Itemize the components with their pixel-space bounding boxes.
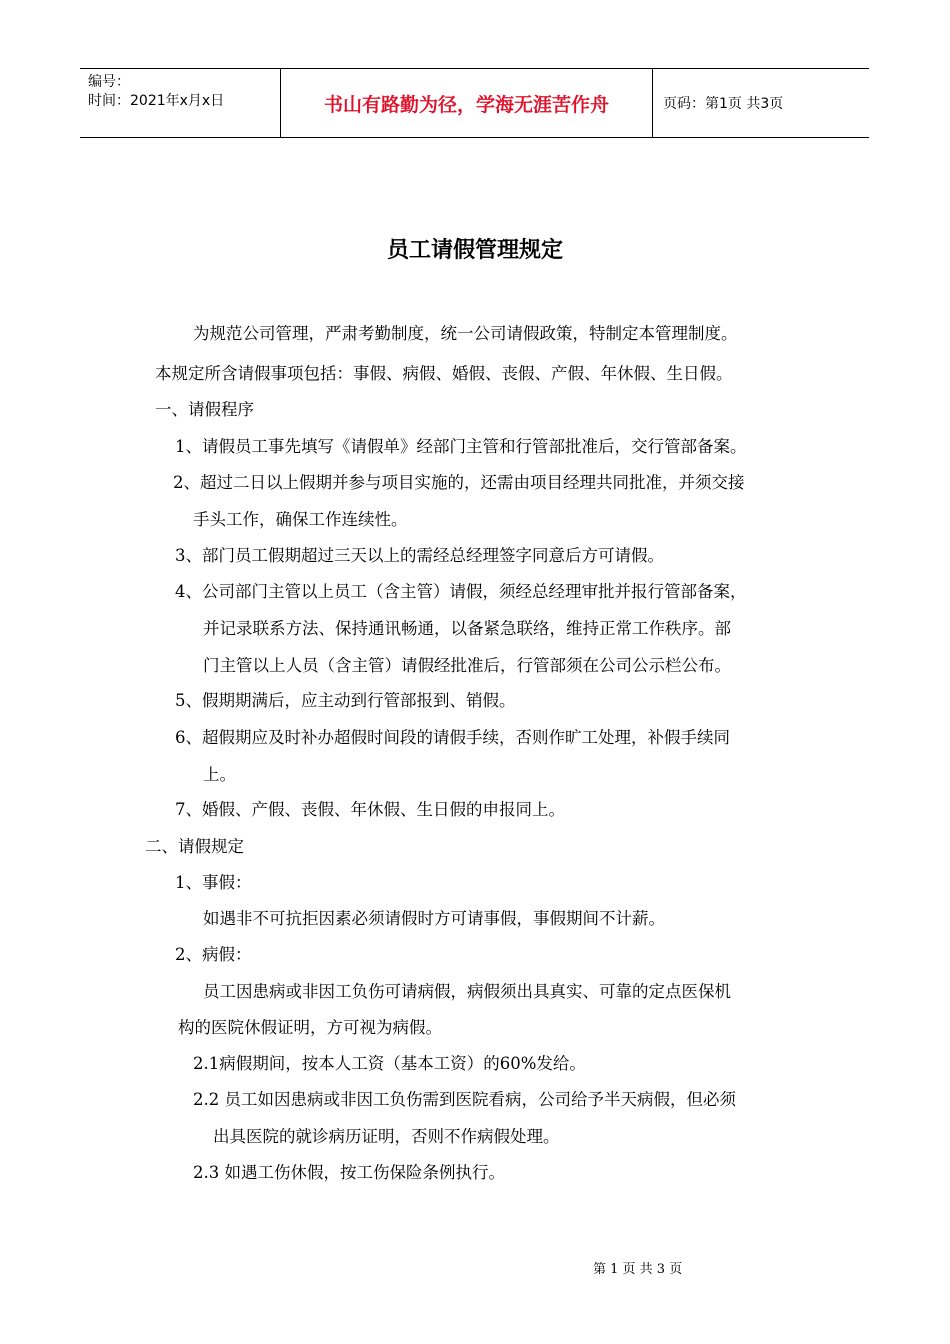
list-item: 6、超假期应及时补办超假时间段的请假手续，否则作旷工处理，补假手续同 bbox=[175, 728, 730, 747]
list-item: 4、公司部门主管以上员工（含主管）请假，须经总经理审批并报行管部备案， bbox=[175, 582, 747, 601]
header-meta bbox=[80, 69, 281, 137]
section-heading: 二、请假规定 bbox=[145, 837, 244, 856]
subsection-heading: 1、事假： bbox=[175, 873, 252, 892]
header-page-info: 页码：第1页 共3页 bbox=[663, 96, 784, 112]
document-header bbox=[80, 68, 869, 138]
clause: 2.1病假期间，按本人工资（基本工资）的60%发给。 bbox=[193, 1054, 586, 1073]
list-item-continuation: 手头工作，确保工作连续性。 bbox=[193, 510, 408, 529]
subsection-heading: 2、病假： bbox=[175, 945, 252, 964]
header-time: 时间：2021年x月x日 bbox=[88, 93, 225, 109]
list-item: 1、请假员工事先填写《请假单》经部门主管和行管部批准后，交行管部备案。 bbox=[175, 437, 747, 456]
list-item-continuation: 上。 bbox=[203, 765, 236, 784]
list-item-continuation: 并记录联系方法、保持通讯畅通，以备紧急联络，维持正常工作秩序。部 bbox=[203, 619, 731, 638]
paragraph-continuation: 构的医院休假证明，方可视为病假。 bbox=[178, 1018, 442, 1037]
list-item: 5、假期期满后，应主动到行管部报到、销假。 bbox=[175, 691, 516, 710]
list-item: 3、部门员工假期超过三天以上的需经总经理签字同意后方可请假。 bbox=[175, 546, 664, 565]
header-number: 编号： bbox=[88, 74, 130, 90]
paragraph: 如遇非不可抗拒因素必须请假时方可请事假，事假期间不计薪。 bbox=[203, 909, 665, 928]
list-item: 2、超过二日以上假期并参与项目实施的，还需由项目经理共同批准，并须交接 bbox=[173, 473, 745, 492]
intro-line: 为规范公司管理，严肃考勤制度，统一公司请假政策，特制定本管理制度。 bbox=[193, 324, 738, 343]
paragraph: 员工因患病或非因工负伤可请病假，病假须出具真实、可靠的定点医保机 bbox=[203, 982, 731, 1001]
section-heading: 一、请假程序 bbox=[155, 400, 254, 419]
clause-continuation: 出具医院的就诊病历证明，否则不作病假处理。 bbox=[213, 1127, 560, 1146]
header-motto: 书山有路勤为径，学海无涯苦作舟 bbox=[281, 69, 653, 137]
list-item-continuation: 门主管以上人员（含主管）请假经批准后，行管部须在公司公示栏公布。 bbox=[203, 656, 731, 675]
scope-line: 本规定所含请假事项包括：事假、病假、婚假、丧假、产假、年休假、生日假。 bbox=[155, 364, 733, 383]
clause: 2.2 员工如因患病或非因工负伤需到医院看病，公司给予半天病假，但必须 bbox=[193, 1090, 736, 1109]
list-item: 7、婚假、产假、丧假、年休假、生日假的申报同上。 bbox=[175, 800, 565, 819]
page-footer: 第 1 页 共 3 页 bbox=[593, 1262, 683, 1277]
clause: 2.3 如遇工伤休假，按工伤保险条例执行。 bbox=[193, 1163, 505, 1182]
document-title: 员工请假管理规定 bbox=[386, 238, 563, 263]
